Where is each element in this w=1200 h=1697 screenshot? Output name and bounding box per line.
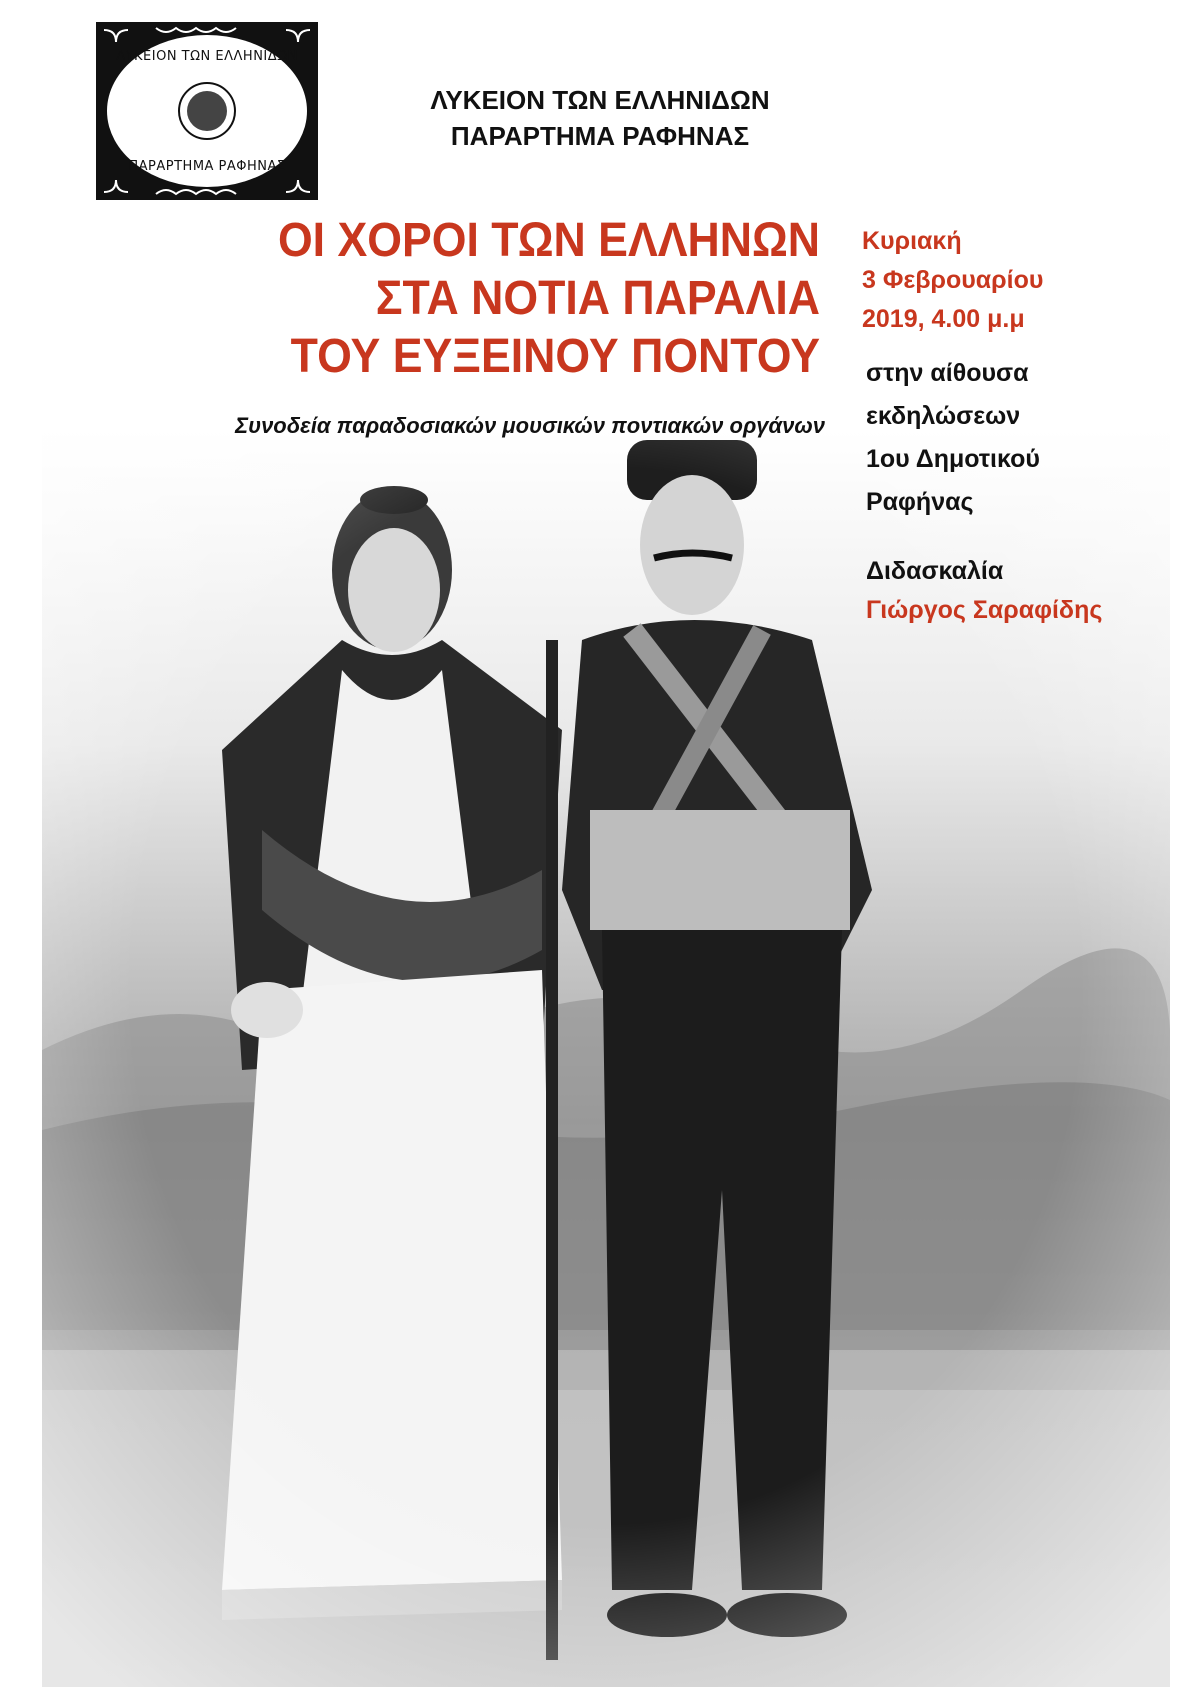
event-subtitle: Συνοδεία παραδοσιακών μουσικών ποντιακών οργάνων <box>235 413 825 438</box>
event-date <box>862 222 1162 339</box>
event-date-day: Κυριακή <box>862 227 962 255</box>
venue-line1: στην αίθουσα <box>866 359 1029 387</box>
event-venue <box>866 352 1166 524</box>
venue-line4: Ραφήνας <box>866 488 974 516</box>
lyceum-logo <box>96 22 318 200</box>
logo-text-top: ΛΥΚΕΙΟΝ ΤΩΝ ΕΛΛΗΝΙΔΩΝ <box>116 49 298 64</box>
organization-name <box>360 82 840 154</box>
teaching-label: Διδασκαλία <box>866 557 1004 585</box>
teacher-name: Γιώργος Σαραφίδης <box>866 596 1103 624</box>
logo-text-bottom: ΠΑΡΑΡΤΗΜΑ ΡΑΦΗΝΑΣ <box>128 159 286 174</box>
logo-emblem <box>96 22 318 200</box>
venue-line3: 1ου Δημοτικού <box>866 445 1040 473</box>
event-date-month: 3 Φεβρουαρίου <box>862 266 1044 294</box>
event-title-line2: ΣΤΑ ΝΟΤΙΑ ΠΑΡΑΛΙΑ <box>375 272 820 325</box>
event-title <box>150 212 820 386</box>
organization-name-line2: ΠΑΡΑΡΤΗΜΑ ΡΑΦΗΝΑΣ <box>450 121 750 151</box>
event-title-line3: ΤΟΥ ΕΥΞΕΙΝΟΥ ΠΟΝΤΟΥ <box>290 330 820 383</box>
venue-line2: εκδηλώσεων <box>866 402 1021 430</box>
event-date-time: 2019, 4.00 μ.μ <box>862 305 1025 333</box>
event-title-line1: ΟΙ ΧΟΡΟΙ ΤΩΝ ΕΛΛΗΝΩΝ <box>277 214 820 267</box>
organization-name-line1: ΛΥΚΕΙΟΝ ΤΩΝ ΕΛΛΗΝΙΔΩΝ <box>430 85 770 115</box>
teaching-credit <box>866 552 1186 630</box>
